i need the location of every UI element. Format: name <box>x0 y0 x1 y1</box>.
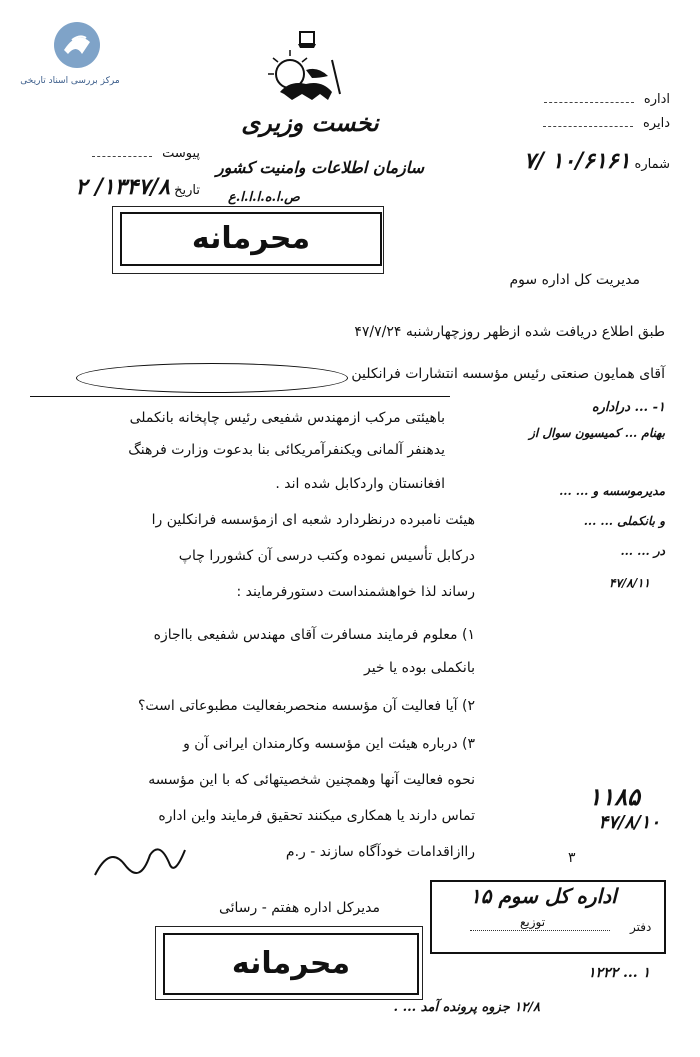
archive-logo <box>20 20 120 86</box>
signature-scribble-icon <box>90 835 190 885</box>
body-line: یدهنفر آلمانی ویکنفرآمریکائی بنا بدعوت وزارت فرهنگ <box>128 442 445 458</box>
department-stamp-line <box>470 930 610 931</box>
archive-caption: مرکز بررسی اسناد تاریخی <box>20 76 120 86</box>
registry-date: ۴۷/۸/۱۰ <box>598 812 660 833</box>
body-line: رساند لذا خواهشمنداست دستورفرمایند : <box>236 584 475 600</box>
underline-oval <box>76 363 348 393</box>
margin-note: در ... ... <box>620 544 665 558</box>
margin-note: و بانکملی ... ... <box>583 514 665 528</box>
edareh-field <box>520 92 670 107</box>
edareh-label: اداره <box>643 92 670 107</box>
bottom-note: ۱۲/۸ جزوه پرونده آمد ... . <box>393 1000 540 1015</box>
body-line: افغانستان واردکابل شده اند . <box>275 476 445 492</box>
lion-sun-emblem-icon <box>262 30 352 110</box>
peyvast-field <box>60 146 200 161</box>
body-line: ۳) درباره هیئت این مؤسسه وکارمندان ایرانی آن و <box>183 736 475 752</box>
peyvast-label: پیوست <box>162 146 200 161</box>
archive-logo-icon <box>52 20 102 70</box>
body-line: ۲) آیا فعالیت آن مؤسسه منحصربفعالیت مطبوعاتی است؟ <box>137 698 475 714</box>
body-line: درکابل تأسیس نموده وکتب درسی آن کشوررا چاپ <box>178 548 475 564</box>
confidential-stamp-bottom: محرمانه <box>163 933 419 995</box>
body-line: طبق اطلاع دریافت شده ازظهر روزچهارشنبه ۴۷/۷/۲۴ <box>354 324 665 340</box>
organization-code: ص.ا.ه.ا.ا.ا.ع <box>228 190 300 205</box>
shomareh-value: ۱۰/۶۱۶۱ /۷ <box>523 148 631 174</box>
department-stamp-tozi: توزیع <box>520 915 546 929</box>
margin-note: بهنام ... کمیسیون سوال از <box>529 426 665 440</box>
shomareh-label: شماره <box>634 157 670 172</box>
body-line: هیئت نامبرده درنظردارد شعبه ای ازمؤسسه فرانکلین را <box>151 512 475 528</box>
header-title: نخست وزیری <box>241 108 379 137</box>
signature-line: مدیرکل اداره هفتم - رسائی <box>218 900 380 916</box>
addressee: مدیریت کل اداره سوم <box>509 272 640 288</box>
body-line: باهیئتی مرکب ازمهندس شفیعی رئیس چاپخانه بانکملی <box>129 410 445 426</box>
registry-extra: ۳ <box>568 850 576 866</box>
dayereh-label: دایره <box>642 116 670 131</box>
body-line: نحوه فعالیت آنها وهمچنین شخصیتهائی که با این مؤسسه <box>148 772 475 788</box>
registry-number: ۱۱۸۵ <box>588 782 640 811</box>
department-stamp-daftar: دفتر <box>630 920 652 934</box>
tarikh-label: تاریخ <box>174 183 200 198</box>
tarikh-field <box>15 174 200 200</box>
body-line: راازاقدامات خودآگاه سازند - ر.م <box>285 844 475 860</box>
body-line: تماس دارند یا همکاری میکنند تحقیق فرمایند واین اداره <box>158 808 475 824</box>
organization-name: سازمان اطلاعات وامنیت کشور <box>215 158 425 177</box>
shomareh-field <box>440 148 670 174</box>
body-line: ۱) معلوم فرمایند مسافرت آقای مهندس شفیعی بااجازه <box>153 627 475 643</box>
margin-date: ۴۷/۸/۱۱ <box>609 576 650 590</box>
tarikh-value: ۱۳۴۷/۸/ ۲ <box>75 174 170 200</box>
body-line: بانکملی بوده یا خیر <box>363 660 475 676</box>
bottom-registry-number: ۱۲۲۲ ... ۱ <box>588 965 650 981</box>
margin-note: مدیرموسسه و ... ... <box>559 484 665 498</box>
dayereh-field <box>520 116 670 131</box>
confidential-stamp-top: محرمانه <box>120 212 382 266</box>
margin-note: ۱- ... دراداره <box>591 400 665 415</box>
body-line: آقای همایون صنعتی رئیس مؤسسه انتشارات فرانکلین <box>351 366 665 382</box>
department-stamp-title: اداره کل سوم ۱۵ <box>470 884 617 908</box>
underline <box>30 396 450 397</box>
